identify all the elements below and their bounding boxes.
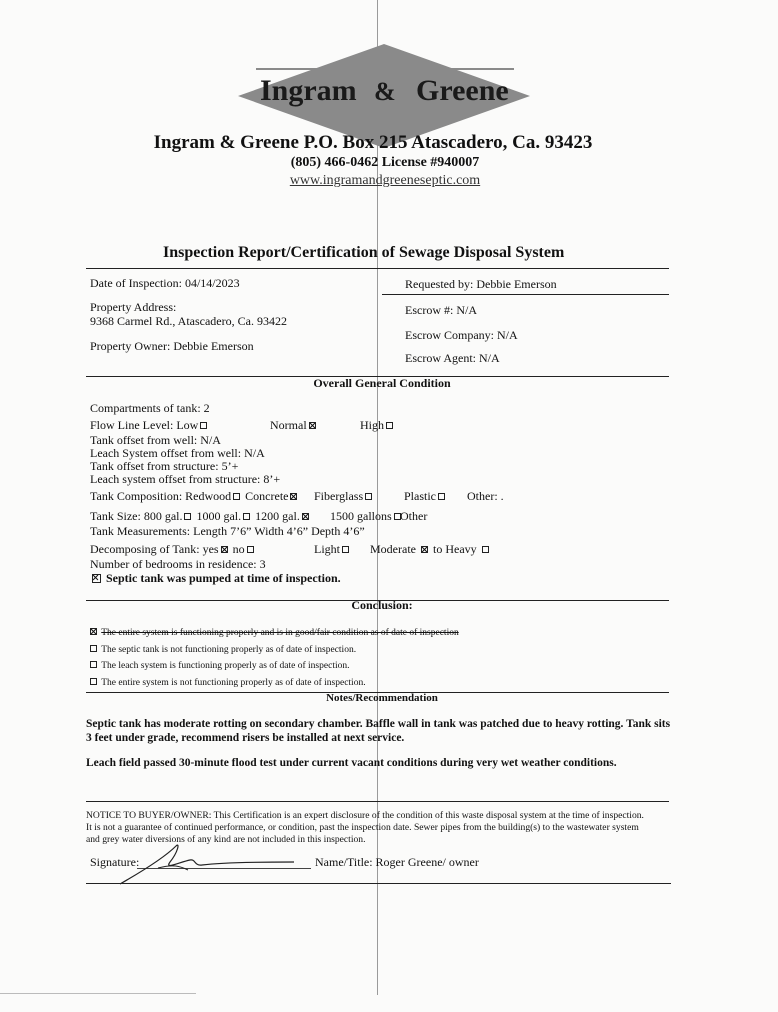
company-address: Ingram & Greene P.O. Box 215 Atascadero, Ca. 93423	[153, 132, 593, 153]
notes-line-3: Leach field passed 30-minute flood test under current vacant conditions during very wet weather conditions.	[86, 757, 617, 769]
checkbox-conclusion-1[interactable]	[90, 628, 97, 635]
checkbox-decomp-moderate[interactable]	[421, 546, 428, 553]
svg-text:Greene: Greene	[416, 74, 509, 107]
composition-fiberglass: Fiberglass	[314, 489, 374, 504]
checkbox-800-gal[interactable]	[184, 513, 191, 520]
notes-heading: Notes/Recommendation	[326, 692, 438, 704]
tank-size-other: Other	[400, 509, 428, 523]
svg-text:Ingram: Ingram	[260, 74, 357, 107]
inspection-date: Date of Inspection: 04/14/2023	[90, 276, 240, 290]
checkbox-concrete[interactable]	[290, 493, 297, 500]
signature-label: Signature:	[90, 855, 140, 869]
checkbox-conclusion-2[interactable]	[90, 645, 97, 652]
flow-line-level-low: Flow Line Level: Low	[90, 418, 209, 433]
checkbox-plastic[interactable]	[438, 493, 445, 500]
checkbox-1000-gal[interactable]	[243, 513, 250, 520]
checkbox-redwood[interactable]	[233, 493, 240, 500]
handwritten-signature	[118, 838, 298, 888]
name-title: Name/Title: Roger Greene/ owner	[315, 855, 479, 869]
tank-size: Tank Size: 800 gal. 1000 gal. 1200 gal.	[90, 509, 311, 524]
property-address-label: Property Address:	[90, 300, 177, 314]
decomp-light: Light	[314, 542, 351, 557]
checkbox-flow-low[interactable]	[200, 422, 207, 429]
flow-line-level-normal: Normal	[270, 418, 318, 433]
tank-offset-structure: Tank offset from structure: 5’+	[90, 459, 239, 473]
svg-text:&: &	[374, 77, 396, 106]
checkbox-conclusion-3[interactable]	[90, 661, 97, 668]
conclusion-item-1: The entire system is functioning properly and is in good/fair condition as of date of inspection	[88, 628, 459, 638]
composition-other: Other: .	[467, 489, 504, 503]
conclusion-item-4: The entire system is not functioning properly as of date of inspection.	[88, 678, 366, 688]
tank-offset-well: Tank offset from well: N/A	[90, 433, 221, 447]
checkbox-flow-normal[interactable]	[309, 422, 316, 429]
number-of-bedrooms: Number of bedrooms in residence: 3	[90, 557, 266, 571]
tank-measurements: Tank Measurements: Length 7’6” Width 4’6” Depth 4’6”	[90, 524, 365, 538]
septic-pumped: Septic tank was pumped at time of inspection.	[90, 571, 341, 586]
notice-line-1: NOTICE TO BUYER/OWNER: This Certification is an expert disclosure of the condition of this waste disposal system at the time of inspection.	[86, 810, 644, 821]
report-title: Inspection Report/Certification of Sewage Disposal System	[163, 244, 565, 261]
flow-line-level-high: High	[360, 418, 395, 433]
checkbox-1200-gal[interactable]	[302, 513, 309, 520]
checkbox-pumped[interactable]	[92, 574, 101, 583]
checkbox-conclusion-4[interactable]	[90, 678, 97, 685]
checkbox-fiberglass[interactable]	[365, 493, 372, 500]
decomposing-of-tank: Decomposing of Tank: yes no	[90, 542, 256, 557]
notes-line-1: Septic tank has moderate rotting on secondary chamber. Baffle wall in tank was patched due to heavy rotting. Tank sits	[86, 718, 671, 730]
checkbox-decomp-heavy[interactable]	[482, 546, 489, 553]
escrow-company: Escrow Company: N/A	[405, 328, 518, 342]
conclusion-item-2: The septic tank is not functioning properly as of date of inspection.	[88, 645, 356, 655]
property-address: 9368 Carmel Rd., Atascadero, Ca. 93422	[90, 314, 287, 328]
compartments: Compartments of tank: 2	[90, 401, 210, 415]
composition-plastic: Plastic	[404, 489, 447, 504]
property-owner: Property Owner: Debbie Emerson	[90, 339, 254, 353]
conclusion-heading: Conclusion:	[351, 598, 413, 612]
requested-by: Requested by: Debbie Emerson	[405, 277, 557, 291]
decomp-moderate: Moderate to Heavy	[370, 542, 491, 557]
notice-line-2: It is not a guarantee of continued performance, or condition, past the inspection date. Sewer pipes from the building(s) to the wastewater system	[86, 822, 639, 833]
escrow-number: Escrow #: N/A	[405, 303, 477, 317]
general-condition-heading: Overall General Condition	[313, 376, 451, 390]
company-phone-license: (805) 466-0462 License #940007	[290, 155, 480, 170]
checkbox-decomp-light[interactable]	[342, 546, 349, 553]
leach-offset-well: Leach System offset from well: N/A	[90, 446, 265, 460]
company-website: www.ingramandgreeneseptic.com	[289, 173, 481, 188]
escrow-agent: Escrow Agent: N/A	[405, 351, 500, 365]
checkbox-decomp-no[interactable]	[247, 546, 254, 553]
tank-composition: Tank Composition: Redwood Concrete	[90, 489, 299, 504]
notice-line-3: and grey water diversions of any kind are not included in this inspection.	[86, 834, 366, 845]
checkbox-decomp-yes[interactable]	[221, 546, 228, 553]
conclusion-item-3: The leach system is functioning properly as of date of inspection.	[88, 661, 349, 671]
leach-offset-structure: Leach system offset from structure: 8’+	[90, 472, 281, 486]
notes-line-2: 3 feet under grade, recommend risers be installed at next service.	[86, 732, 405, 744]
checkbox-flow-high[interactable]	[386, 422, 393, 429]
tank-size-1500: 1500 gallons	[330, 509, 403, 524]
